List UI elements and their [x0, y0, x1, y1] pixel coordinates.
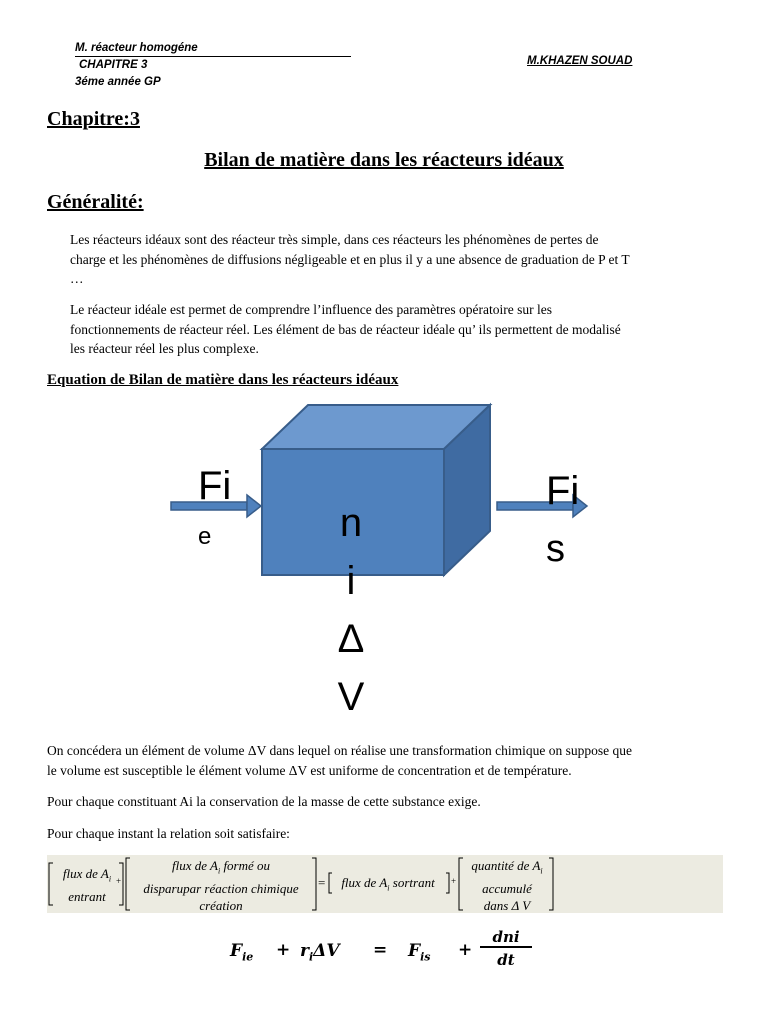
- final-eq-plus: +: [276, 940, 291, 960]
- final-eq-numerator: dni: [480, 928, 532, 948]
- reactor-center-char: Δ: [337, 617, 365, 661]
- header-chapter: CHAPITRE 3: [79, 59, 148, 71]
- final-eq-term: $F_{ie}$: [230, 941, 254, 964]
- inlet-flow-label: [198, 463, 231, 509]
- reactor-center-char: V: [337, 675, 365, 719]
- term2: flux de $A_i$ formé ou disparupar réaction chimique création: [143, 858, 299, 913]
- final-eq-term: $r_i\Delta V$: [300, 941, 340, 964]
- paragraph-2: [70, 300, 621, 359]
- paragraph-1-line: Les réacteurs idéaux sont des réacteur très simple, dans ces réacteurs les phénomènes de pertes de: [70, 232, 599, 247]
- term3: flux de $A_i$ sortrant: [341, 875, 435, 893]
- equals-sign: =: [318, 875, 326, 890]
- paragraph-3: [47, 741, 632, 780]
- paragraph-2-line: fonctionnements de réacteur réel. Les élément de bas de réacteur idéale qu’ ils permettent de modalisé: [70, 321, 621, 337]
- paragraph-3-line: le volume est susceptible le élément volume ΔV est uniforme de concentration et de température.: [47, 762, 572, 778]
- paragraph-1-line: …: [70, 271, 84, 286]
- chapter-title: Chapitre:3: [47, 108, 140, 130]
- section-generalite: Généralité:: [47, 191, 144, 213]
- balance-equation: [47, 855, 723, 913]
- paragraph-4: Pour chaque constituant Ai la conservation de la masse de cette substance exige.: [47, 794, 481, 809]
- header-year: 3éme année GP: [75, 76, 161, 88]
- plus-sign: +: [116, 876, 122, 886]
- plus-sign: +: [451, 876, 457, 886]
- paragraph-5: Pour chaque instant la relation soit satisfaire:: [47, 826, 290, 841]
- term1: flux de $A_i$ entrant: [62, 866, 112, 904]
- equation-heading: Equation de Bilan de matière dans les réacteurs idéaux: [47, 372, 399, 388]
- inlet-flow-label-main: Fi: [198, 464, 232, 508]
- header-author: M.KHAZEN SOUAD: [527, 55, 633, 67]
- final-eq-equals: =: [373, 940, 388, 960]
- paragraph-1-line: charge et les phénomènes de diffusions négligeable et en plus il y a une absence de graduation de P et T: [70, 251, 630, 267]
- paragraph-2-line: les réacteur réel les plus complexe.: [70, 341, 259, 356]
- final-eq-term: $F_{is}$: [408, 941, 431, 964]
- inlet-flow-subscript: e: [198, 523, 212, 550]
- reactor-center-char: n: [339, 501, 363, 545]
- final-eq-denominator: dt: [497, 951, 515, 969]
- paragraph-2-line: Le réacteur idéale est permet de comprendre l’influence des paramètres opératoire sur les: [70, 302, 553, 317]
- reactor-diagram: [0, 395, 768, 725]
- header-rule: [75, 56, 351, 57]
- paragraph-3-line: On concédera un élément de volume ΔV dans lequel on réalise une transformation chimique on suppose que: [47, 743, 633, 758]
- outlet-flow-subscript: s: [546, 528, 565, 570]
- final-equation: [230, 928, 550, 974]
- reactor-center-char: i: [346, 559, 356, 603]
- final-eq-plus: +: [458, 940, 473, 960]
- outlet-flow-label: Fi: [546, 469, 580, 513]
- reactor-center-label: [334, 494, 368, 726]
- header-course: M. réacteur homogéne: [75, 42, 198, 54]
- main-title: Bilan de matière dans les réacteurs idéaux: [204, 149, 564, 171]
- paragraph-1: [70, 230, 630, 289]
- term4: quantité de $A_i$ accumulé dans Δ V: [471, 858, 543, 913]
